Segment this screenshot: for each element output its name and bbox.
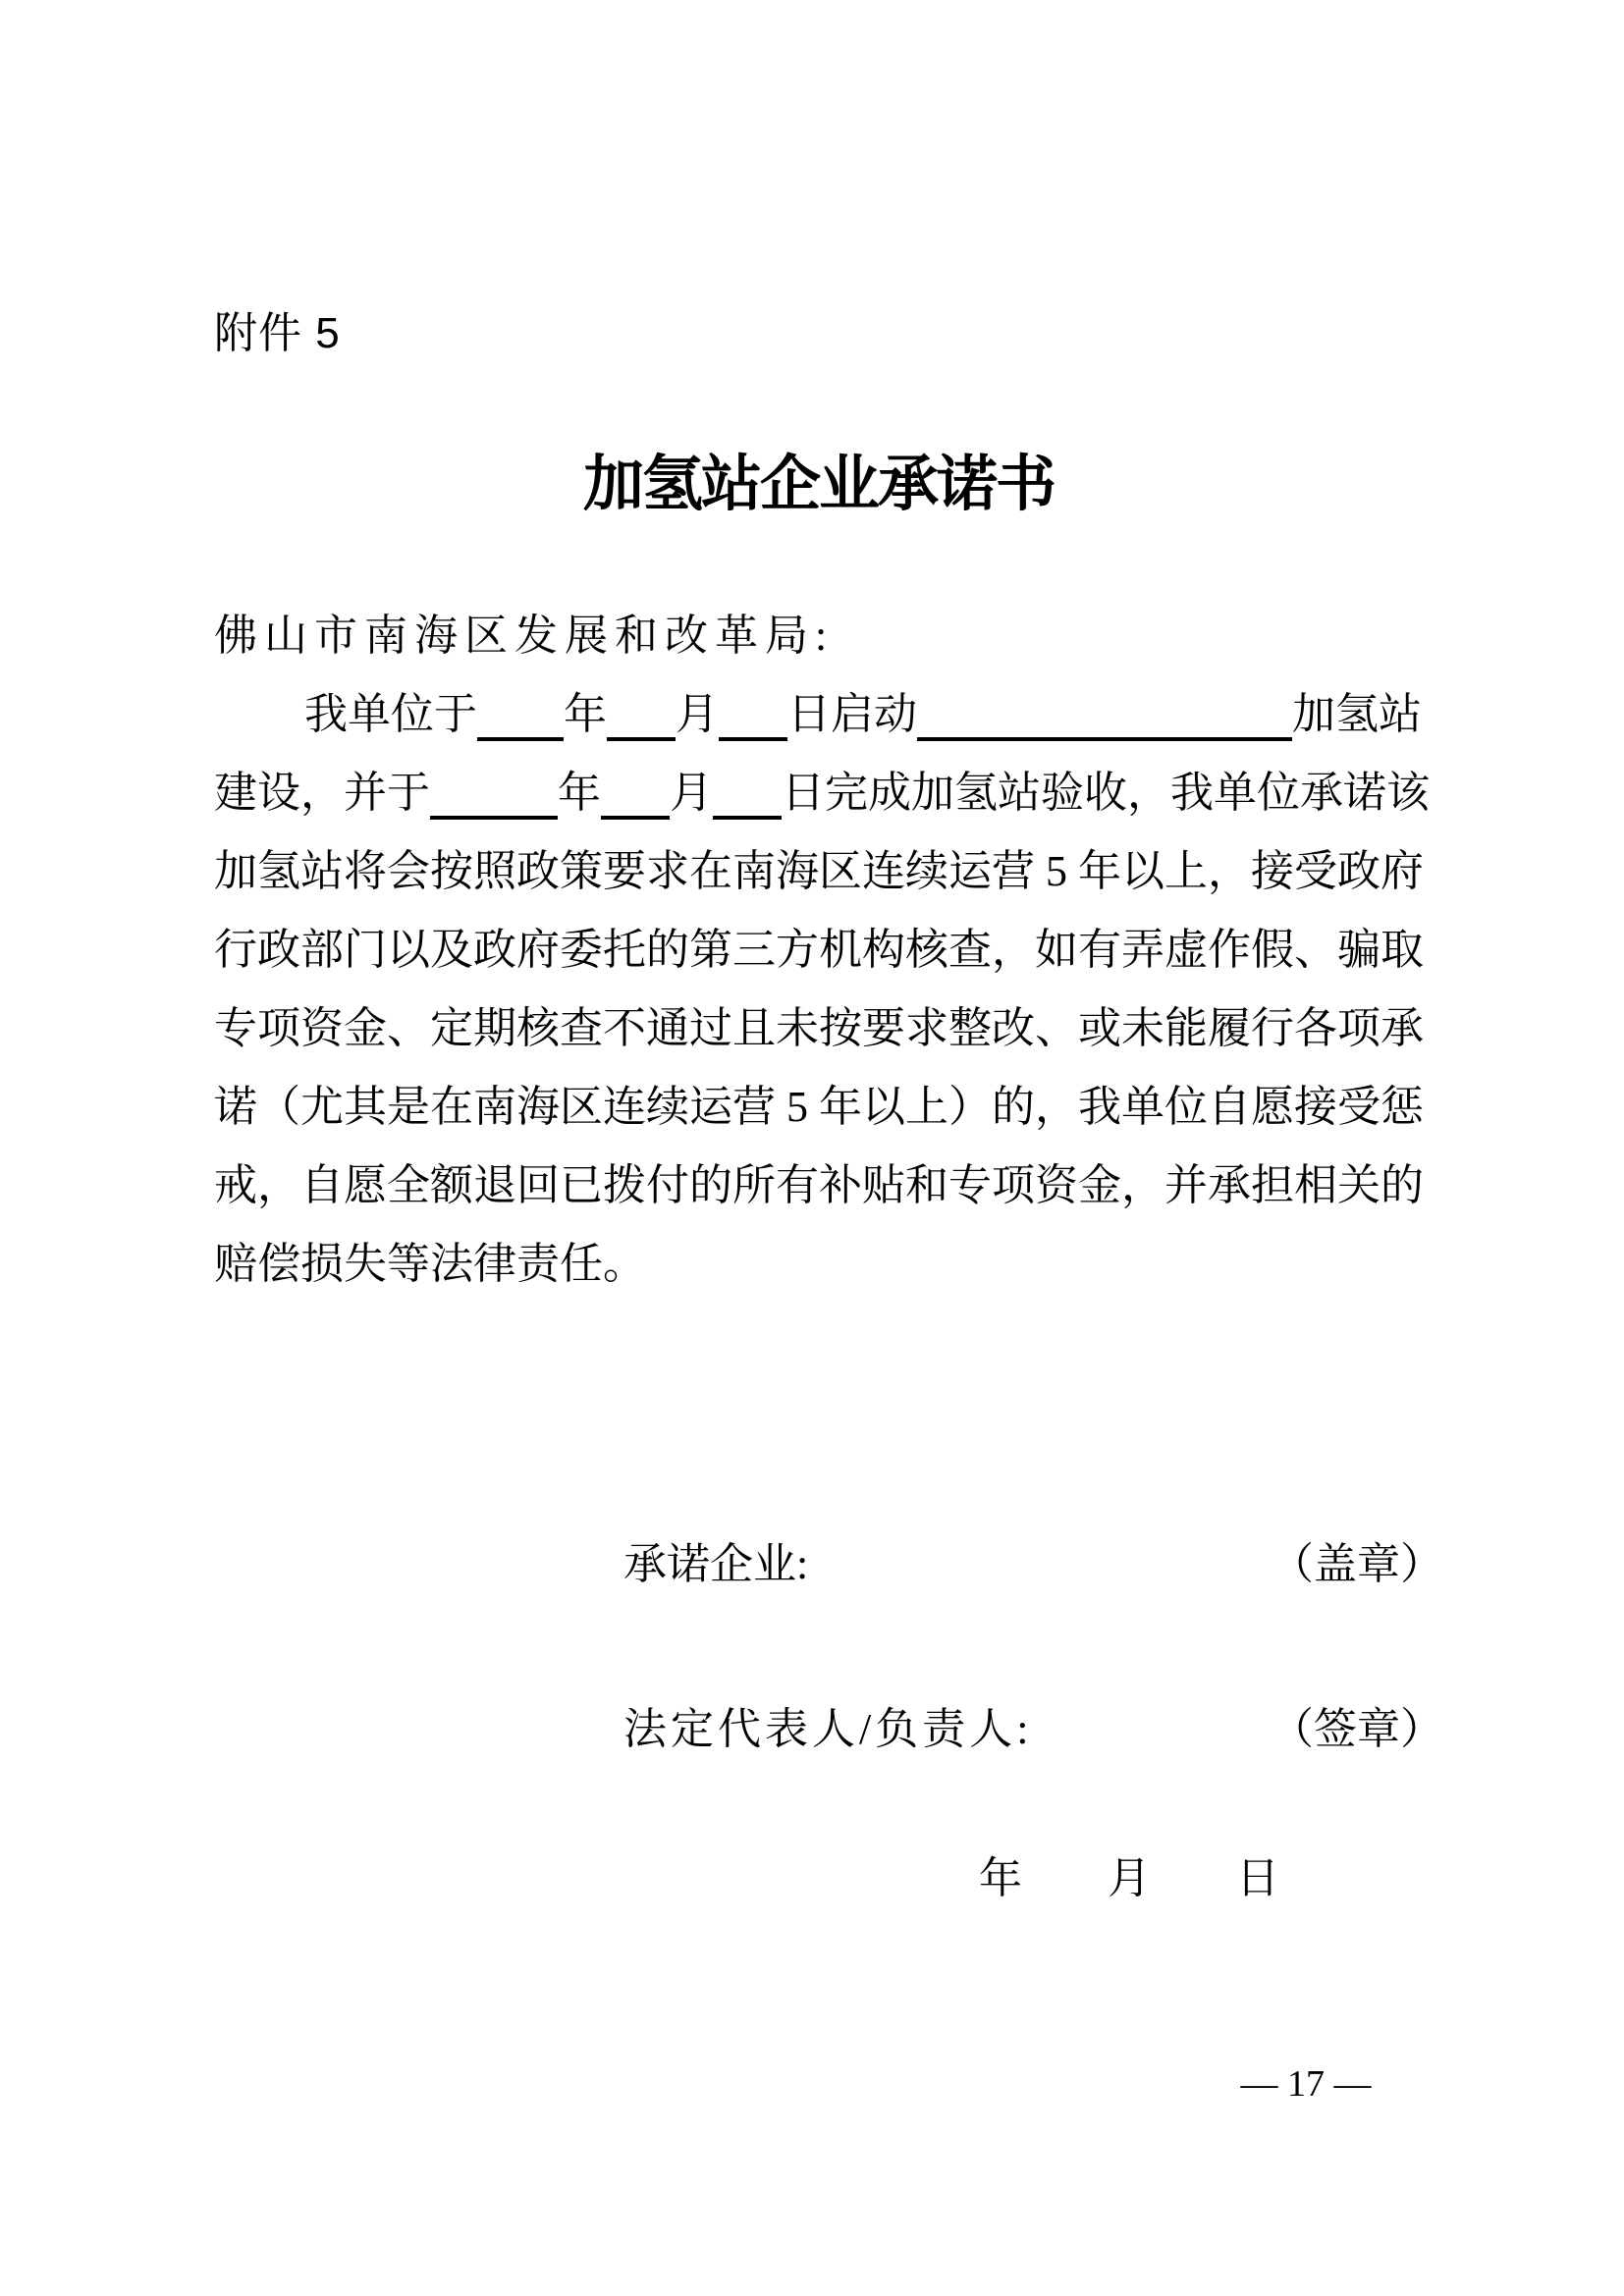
fill-accept-text-year: 年 xyxy=(558,769,601,817)
blank-underline-start-month xyxy=(607,708,676,741)
fill-start-text-station: 加氢站 xyxy=(1292,690,1422,738)
company-seal-hint: （盖章） xyxy=(1271,1540,1443,1588)
fill-start-text-month: 月 xyxy=(676,690,719,738)
document-title: 加氢站企业承诺书 xyxy=(582,452,1055,518)
blank-underline-accept-year xyxy=(430,786,558,820)
attachment-number: 附件 5 xyxy=(214,309,341,357)
fill-accept-text-rest: 日完成加氢站验收，我单位承诺该 xyxy=(782,769,1430,817)
blank-underline-station-name xyxy=(917,708,1292,741)
page-number: — 17 — xyxy=(1240,2063,1372,2105)
fill-start-text-day: 日启动 xyxy=(787,690,917,738)
fill-line-accept xyxy=(214,754,1430,832)
legal-representative-label: 法定代表人/负责人: xyxy=(623,1705,1033,1753)
fill-accept-text-1: 建设，并于 xyxy=(214,769,430,817)
body-line: 赔偿损失等法律责任。 xyxy=(214,1240,646,1288)
committing-company-label: 承诺企业: xyxy=(623,1540,809,1588)
fill-start-text-1: 我单位于 xyxy=(304,690,477,738)
fill-start-text-year: 年 xyxy=(564,690,607,738)
body-line: 专项资金、定期核查不通过且未按要求整改、或未能履行各项承 xyxy=(214,1004,1424,1052)
body-line: 加氢站将会按照政策要求在南海区连续运营 5 年以上，接受政府 xyxy=(214,847,1424,895)
letter-body xyxy=(214,597,1430,1304)
fill-accept-text-month: 月 xyxy=(670,769,713,817)
fill-line-start xyxy=(214,675,1424,754)
blank-underline-start-year xyxy=(477,708,564,741)
body-line: 戒，自愿全额退回已拨付的所有补贴和专项资金，并承担相关的 xyxy=(214,1161,1424,1209)
date-line xyxy=(979,1853,1279,1904)
body-line: 行政部门以及政府委托的第三方机构核查，如有弄虚作假、骗取 xyxy=(214,926,1424,974)
date-year-label: 年 xyxy=(979,1854,1022,1902)
representative-seal-hint: （签章） xyxy=(1271,1705,1443,1753)
salutation-line: 佛山市南海区发展和改革局: xyxy=(214,612,835,660)
blank-underline-accept-month xyxy=(601,786,670,820)
date-day-label: 日 xyxy=(1236,1854,1279,1902)
blank-underline-start-day xyxy=(719,708,787,741)
body-line: 诺（尤其是在南海区连续运营 5 年以上）的，我单位自愿接受惩 xyxy=(214,1083,1424,1131)
blank-underline-accept-day xyxy=(713,786,782,820)
date-month-label: 月 xyxy=(1108,1854,1151,1902)
